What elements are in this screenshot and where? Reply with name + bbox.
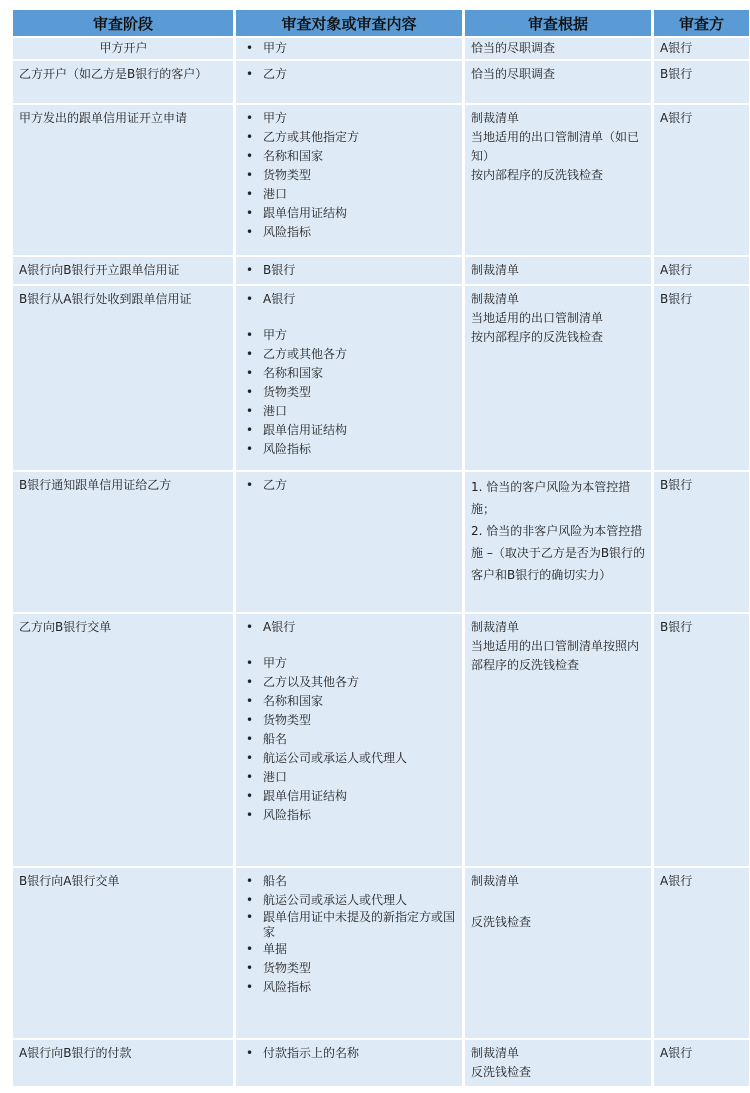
basis-cell <box>465 1040 651 1086</box>
party-cell: A银行 <box>654 257 749 284</box>
basis-line: 2. 恰当的非客户风险为本管控措施 –（取决于乙方是否为B银行的客户和B银行的确切实力） <box>471 524 646 582</box>
stage-cell: A银行向B银行的付款 <box>13 1040 233 1086</box>
basis-line: 制裁清单 <box>471 111 520 125</box>
list-item: • 名称和国家 <box>242 364 457 383</box>
stage-cell: B银行向A银行交单 <box>13 868 233 1038</box>
table-row <box>13 61 749 103</box>
object-cell <box>236 105 462 255</box>
basis-cell <box>465 286 651 470</box>
party-cell: A银行 <box>654 868 749 1038</box>
stage-cell: A银行向B银行开立跟单信用证 <box>13 257 233 284</box>
list-item: • 甲方 <box>242 654 457 673</box>
list-item: • 货物类型 <box>242 959 457 978</box>
list-item: • 风险指标 <box>242 978 457 997</box>
stage-cell: 乙方开户（如乙方是B银行的客户） <box>13 61 233 103</box>
list-item: • 名称和国家 <box>242 692 457 711</box>
basis-line: 制裁清单 <box>471 620 520 634</box>
list-item: • 付款指示上的名称 <box>242 1044 457 1063</box>
list-item: • 港口 <box>242 768 457 787</box>
list-item: • B银行 <box>242 261 457 280</box>
table-row <box>13 38 749 59</box>
basis-cell <box>465 614 651 866</box>
basis-cell <box>465 472 651 612</box>
stage-cell: 甲方发出的跟单信用证开立申请 <box>13 105 233 255</box>
table-row <box>13 1040 749 1086</box>
list-item: • 货物类型 <box>242 711 457 730</box>
list-item: • 风险指标 <box>242 440 457 459</box>
basis-line: 制裁清单 <box>471 263 520 277</box>
table-row <box>13 257 749 284</box>
object-cell <box>236 1040 462 1086</box>
list-item: • 甲方 <box>242 326 457 345</box>
header-party: 审查方 <box>654 10 749 36</box>
table-row <box>13 472 749 612</box>
list-item: • 货物类型 <box>242 166 457 185</box>
basis-line: 按内部程序的反洗钱检查 <box>471 168 604 182</box>
object-cell <box>236 472 462 612</box>
table-row <box>13 105 749 255</box>
list-item: • 甲方 <box>242 109 457 128</box>
basis-line: 恰当的尽职调查 <box>471 67 556 81</box>
basis-cell <box>465 868 651 1038</box>
object-cell <box>236 868 462 1038</box>
basis-line: 恰当的尽职调查 <box>471 41 556 55</box>
header-object: 审查对象或审查内容 <box>236 10 462 36</box>
review-table <box>10 8 750 1088</box>
list-item: • 单据 <box>242 940 457 959</box>
list-item: • A银行 <box>242 618 457 637</box>
list-item: • 甲方 <box>242 39 457 58</box>
table-row <box>13 614 749 866</box>
object-cell <box>236 38 462 59</box>
party-cell: A银行 <box>654 1040 749 1086</box>
object-cell <box>236 61 462 103</box>
list-item: • 船名 <box>242 730 457 749</box>
table-row <box>13 286 749 470</box>
basis-line: 1. 恰当的客户风险为本管控措施； <box>471 480 631 516</box>
party-cell: B银行 <box>654 472 749 612</box>
basis-cell <box>465 61 651 103</box>
party-cell: A银行 <box>654 105 749 255</box>
stage-cell: B银行从A银行处收到跟单信用证 <box>13 286 233 470</box>
object-cell <box>236 286 462 470</box>
list-item: • 船名 <box>242 872 457 891</box>
party-cell: A银行 <box>654 38 749 59</box>
basis-line: 制裁清单 <box>471 1046 520 1060</box>
list-item: • 跟单信用证结构 <box>242 421 457 440</box>
list-item: • 港口 <box>242 185 457 204</box>
list-item: • 货物类型 <box>242 383 457 402</box>
stage-cell: 甲方开户 <box>13 38 233 59</box>
list-item: • 乙方或其他各方 <box>242 345 457 364</box>
party-cell: B银行 <box>654 614 749 866</box>
stage-cell: 乙方向B银行交单 <box>13 614 233 866</box>
list-item: • 航运公司或承运人或代理人 <box>242 749 457 768</box>
basis-line: 当地适用的出口管制清单（如已知） <box>471 130 640 163</box>
object-cell <box>236 257 462 284</box>
header-stage: 审查阶段 <box>13 10 233 36</box>
list-item: • 航运公司或承运人或代理人 <box>242 891 457 910</box>
list-item: • 跟单信用证结构 <box>242 204 457 223</box>
party-cell: B银行 <box>654 61 749 103</box>
object-cell <box>236 614 462 866</box>
list-item: • A银行 <box>242 290 457 309</box>
table-row <box>13 868 749 1038</box>
list-item: • 跟单信用证中未提及的新指定方或国家 <box>242 910 457 940</box>
basis-line: 制裁清单 <box>471 874 520 888</box>
basis-cell <box>465 38 651 59</box>
list-item: • 名称和国家 <box>242 147 457 166</box>
header-basis: 审查根据 <box>465 10 651 36</box>
basis-cell <box>465 257 651 284</box>
list-item: • 跟单信用证结构 <box>242 787 457 806</box>
basis-cell <box>465 105 651 255</box>
basis-line: 反洗钱检查 <box>471 915 532 929</box>
list-item: • 港口 <box>242 402 457 421</box>
list-item: • 乙方 <box>242 476 457 495</box>
list-item: • 乙方以及其他各方 <box>242 673 457 692</box>
party-cell: B银行 <box>654 286 749 470</box>
list-item: • 风险指标 <box>242 223 457 242</box>
header-row <box>13 10 749 36</box>
list-item: • 风险指标 <box>242 806 457 825</box>
list-item: • 乙方 <box>242 65 457 84</box>
basis-line: 反洗钱检查 <box>471 1065 532 1079</box>
stage-cell: B银行通知跟单信用证给乙方 <box>13 472 233 612</box>
basis-line: 按内部程序的反洗钱检查 <box>471 330 604 344</box>
basis-line: 制裁清单 <box>471 292 520 306</box>
basis-line: 当地适用的出口管制清单 <box>471 311 604 325</box>
basis-line: 当地适用的出口管制清单按照内部程序的反洗钱检查 <box>471 639 640 672</box>
list-item: • 乙方或其他指定方 <box>242 128 457 147</box>
